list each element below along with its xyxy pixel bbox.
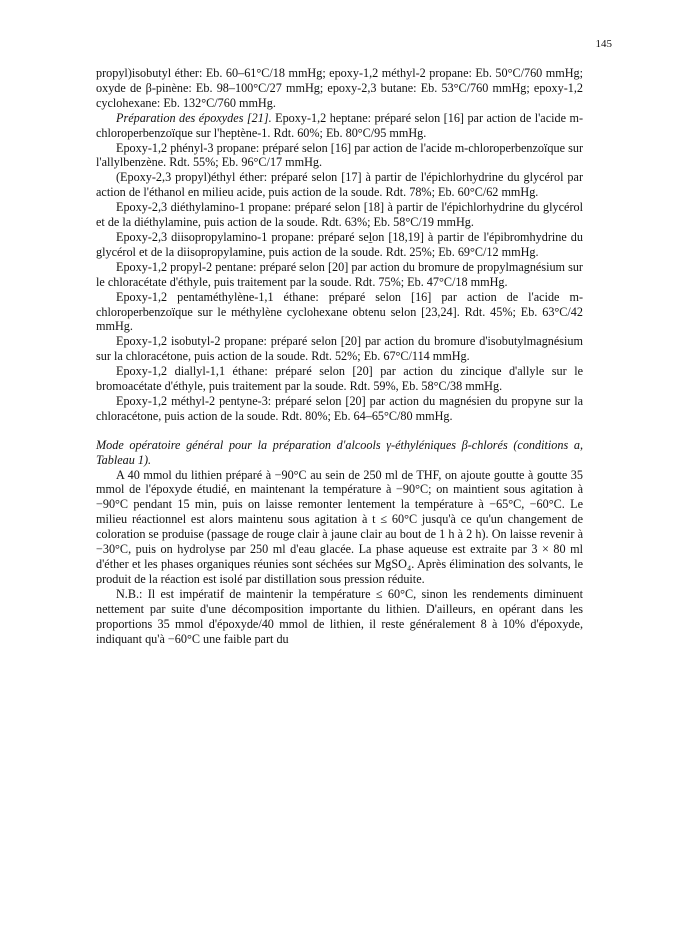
heading-epoxide-preparation: Préparation des époxydes [21]. [116,110,272,125]
entry-epoxy-phenyl-propane: Epoxy-1,2 phényl-3 propane: préparé selon [16] par action de l'acide m-chloroperbenzoïque sur l'allylbenzène. Rdt. 55%; Eb. 96°C/17 mmHg. [96,140,583,170]
section-gap [96,424,583,438]
entry-epoxy-pentamethylene-ethane: Epoxy-1,2 pentaméthylène-1,1 éthane: préparé selon [16] par action de l'acide m-chloroperbenzoïque sur le méthylène cyclohexane obtenu selon [23,24]. Rdt. 45%; Eb. 63°C/42 mmHg. [96,289,583,334]
entry-epoxy-diisopropylamino-propane: Epoxy-2,3 diisopropylamino-1 propane: préparé seḻon [18,19] à partir de l'épibromhydrine du glycérol et de la diisopropylamine, puis action de la soude. Rdt. 25%; Eb. 69°C/12 mmHg. [96,229,583,259]
paragraph-epoxide-preparation [96,111,583,141]
entry-epoxy-propyl-pentane: Epoxy-1,2 propyl-2 pentane: préparé selon [20] par action du bromure de propylmagnésium sur le chloracétate d'éthyle, puis traitement par la soude. Rdt. 75%; Eb. 47°C/18 mmHg. [96,259,583,289]
entry-epoxy-heptane: Epoxy-1,2 heptane: préparé selon [16] par action de l'acide m-chloroperbenzoïque sur l'heptène-1. Rdt. 60%; Eb. 80°C/95 mmHg. [96,110,584,140]
paragraph-boiling-points: propyl)isobutyl éther: Eb. 60–61°C/18 mmHg; epoxy-1,2 méthyl-2 propane: Eb. 50°C/760 mmHg; oxyde de β-pinène: Eb. 98–100°C/27 mmHg; epoxy-2,3 butane: Eb. 53°C/760 mmHg; epoxy-1,2 cyclohexane: Eb. 132°C/760 mmHg. [96,66,583,110]
article-body [96,66,583,646]
entry-epoxy-diethylamino-propane: Epoxy-2,3 diéthylamino-1 propane: préparé selon [18] à partir de l'épichlorhydrine du glycérol et de la diéthylamine, puis action de la soude. Rdt. 63%; Eb. 58°C/19 mmHg. [96,200,583,230]
heading-general-procedure: Mode opératoire général pour la préparation d'alcools γ-éthyléniques β-chlorés (conditions a, Tableau 1). [96,437,583,467]
entry-epoxy-propyl-ethyl-ether: (Epoxy-2,3 propyl)éthyl éther: préparé selon [17] à partir de l'épichlorhydrine du glycérol par action de l'éthanol en milieu acide, puis action de la soude. Rdt. 78%; Eb. 60°C/62 mmHg. [96,170,583,200]
paragraph-note: N.B.: Il est impératif de maintenir la température ≤ 60°C, sinon les rendements diminuent nettement par suite d'une décomposition importante du lithien. D'ailleurs, en opérant dans les proportions 35 mmol d'époxyde/40 mmol de lithien, il reste généralement 8 à 10% d'époxyde, indiquant qu'à −60°C une faible part du [96,586,583,646]
entry-epoxy-diallyl-ethane: Epoxy-1,2 diallyl-1,1 éthane: préparé selon [20] par action du zincique d'allyle sur le bromoacétate d'éthyle, puis traitement par la soude. Rdt. 59%, Eb. 58°C/38 mmHg. [96,364,583,394]
paragraph-procedure: A 40 mmol du lithien préparé à −90°C au sein de 250 ml de THF, on ajoute goutte à goutte 35 mmol de l'époxyde étudié, en maintenant la température à −90°C; on maintient sous agitation à −90°C pendant 15 min, puis on laisse remonter lentement la température à −65°C, −60°C. Le milieu réactionnel est alors maintenu sous agitation à t ≤ 60°C jusqu'à ce qu'un changement de coloration se produise (passage de rouge clair à jaune clair au bout de 1 h à 2 h). On laisse revenir à −30°C, puis on hydrolyse par 250 ml d'eau glacée. La phase aqueuse est extraite par 3 × 80 ml d'éther et les phases organiques réunies sont séchées sur MgSO₄. Après élimination des solvants, le produit de la réaction est isolé par distillation sous pression réduite. [96,467,583,586]
entry-epoxy-methyl-pentyne: Epoxy-1,2 méthyl-2 pentyne-3: préparé selon [20] par action du magnésien du propyne sur la chloracétone, puis action de la soude. Rdt. 80%; Eb. 64–65°C/80 mmHg. [96,393,583,423]
entry-epoxy-isobutyl-propane: Epoxy-1,2 isobutyl-2 propane: préparé selon [20] par action du bromure d'isobutylmagnésium sur la chloracétone, puis action de la soude. Rdt. 52%; Eb. 67°C/114 mmHg. [96,334,583,364]
page-number: 145 [595,38,612,50]
